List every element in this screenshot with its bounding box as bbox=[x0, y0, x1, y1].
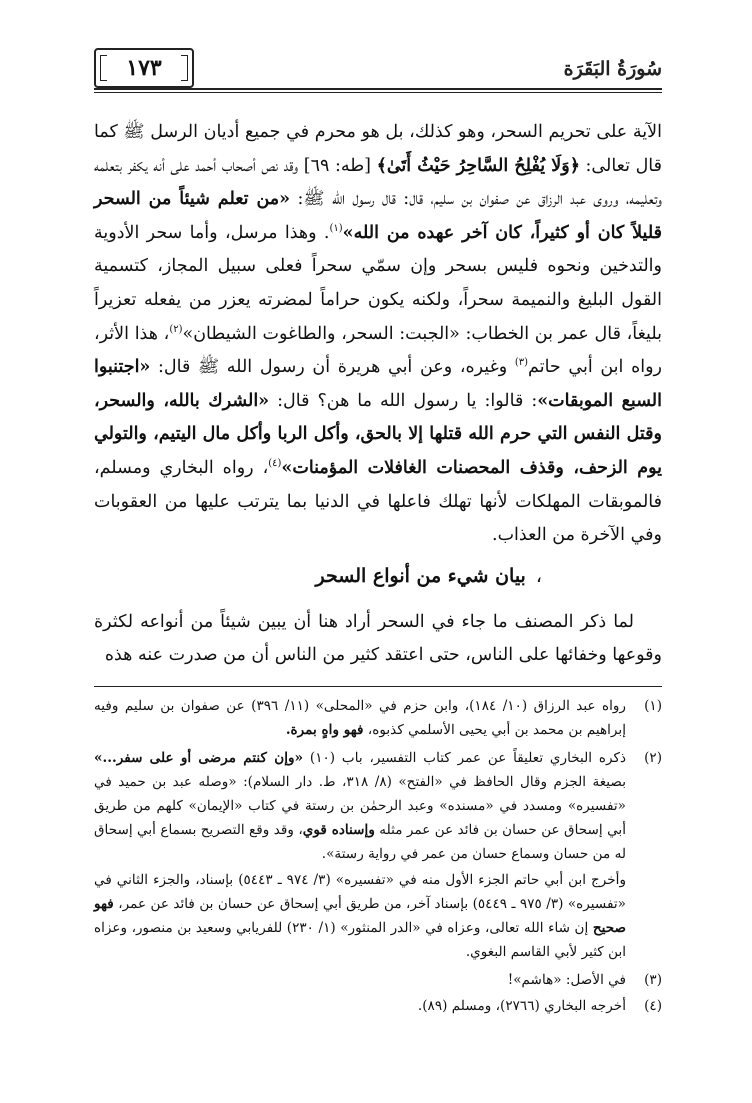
header-rule-thin bbox=[94, 92, 662, 93]
footnote-number: (٣) bbox=[644, 972, 662, 988]
section-heading bbox=[94, 565, 662, 587]
footnotes bbox=[94, 694, 662, 1018]
text-run-bold: وإسناده قوي bbox=[302, 822, 375, 838]
footnote-item bbox=[94, 968, 662, 992]
footnote-separator bbox=[94, 686, 662, 687]
footnote-ref: (١) bbox=[329, 222, 343, 234]
text-run: رواه عبد الرزاق (١٠/ ١٨٤)، وابن حزم في «المحلى» (١١/ ٣٩٦) عن صفوان بن سليم وفيه إبراهيم بن محمد بن أبي يحيى الأسلمي كذبوه، bbox=[94, 698, 626, 738]
text-run: إن شاء الله تعالى، وعزاه في «الدر المنثور» (١/ ٢٣٠) للفريابي وسعيد بن منصور، وعزاه ابن كثير لأبي القاسم البغوي. bbox=[94, 920, 626, 960]
main-text bbox=[94, 116, 662, 553]
hadith-text: «الشرك بالله، والسحر، وقتل النفس التي حرم الله قتلها إلا بالحق، وأكل الربا وأكل مال اليتيم، والتولي يوم الزحف، وقذف المحصنات الغافلات المؤمنات» bbox=[94, 390, 663, 478]
text-run: ، رواه البخاري ومسلم، فالموبقات المهلكات لأنها تهلك فاعلها في الدنيا بما يترتب عليها من العقوبات وفي الآخرة من العذاب. bbox=[94, 457, 662, 546]
surah-title: سُورَةُ البَقَرَة bbox=[563, 58, 662, 80]
footnote-number: (٢) bbox=[644, 750, 662, 766]
footnote-ref: (٤) bbox=[268, 458, 282, 470]
footnote-item bbox=[94, 746, 662, 866]
footnote-ref: (٣) bbox=[514, 357, 529, 369]
intro-text bbox=[94, 606, 662, 672]
header-rule bbox=[94, 88, 662, 90]
footnote-number: (١) bbox=[644, 698, 662, 714]
text-run: ذكره البخاري تعليقاً عن عمر كتاب التفسير، باب (١٠) bbox=[303, 750, 627, 766]
text-run: الآية على تحريم السحر، وهو كذلك، بل هو محرم في جميع أديان الرسل ﷺ كما قال تعالى: bbox=[94, 122, 662, 176]
text-run: وأخرج ابن أبي حاتم الجزء الأول منه في «تفسيره» (٣/ ٩٧٤ ـ ٥٤٤٣) بإسناد، والجزء الثاني في «تفسيره» (٣/ ٩٧٥ ـ ٥٤٤٩) بإسناد آخر، من طريق أبي إسحاق عن حسان بن فائد عن عمر، bbox=[94, 872, 627, 912]
footnote-text: أخرجه البخاري (٢٧٦٦)، ومسلم (٨٩). bbox=[417, 998, 626, 1014]
text-run: ، هذا الأثر، رواه ابن أبي حاتم bbox=[94, 323, 663, 378]
heading-text: بيان شيء من أنواع السحر bbox=[315, 565, 526, 587]
text-run: ، وقد وقع التصريح بسماع أبي إسحاق له من حسان وسماع حسان من عمر في رواية رستة». bbox=[94, 822, 626, 862]
text-run: [طه: ٦٩] وقد نص أصحاب أحمد على أنه يكفر بتعلمه وتعليمه، وروى عبد الرزاق عن صفوان بن سليم، قال: قال رسول الله ﷺ: bbox=[94, 155, 662, 210]
footnote-text bbox=[94, 746, 626, 866]
hadith-text: «من تعلم شيئاً من السحر قليلاً كان أو كثيراً، كان آخر عهده من الله» bbox=[94, 189, 662, 243]
body-paragraph bbox=[94, 116, 662, 553]
footnote-text bbox=[94, 694, 626, 742]
footnote-item bbox=[94, 994, 662, 1018]
text-run: . وهذا مرسل، وأما سحر الأدوية والتدخين ونحوه فليس بسحر وإن سمّي سحراً فعلى سبيل المجاز، كتسمية القول البليغ والنميمة سحراً، ولكنه يكون حراماً لمضرته يعزر من يفعله تعزيراً بليغاً، قال عمر بن الخطاب: «الجبت: السحر، والطاغوت الشيطان» bbox=[94, 222, 662, 344]
footnote-ref: (٢) bbox=[169, 323, 183, 335]
page-header bbox=[94, 48, 662, 92]
footnote-number: (٤) bbox=[644, 998, 662, 1014]
footnote-continuation bbox=[94, 868, 662, 964]
text-run: وغيره، وعن أبي هريرة أن رسول الله ﷺ قال: bbox=[150, 357, 515, 378]
footnote-item bbox=[94, 694, 662, 742]
text-run-bold: فهو واهٍ بمرة. bbox=[285, 722, 364, 738]
page-number: ١٧٣ bbox=[126, 55, 162, 81]
page-number-frame bbox=[94, 48, 194, 88]
text-run: بصيغة الجزم وقال الحافظ في «الفتح» (٨/ ٣١٨، ط. دار السلام): «وصله عبد بن حميد في «تفسيره» ومسدد في «مسنده» وعبد الرحمٰن بن رستة في كتاب «الإيمان» كلهم من طريق أبي إسحاق عن حسان بن فائد عن عمر مثله bbox=[94, 774, 626, 838]
heading-bullet: ، bbox=[535, 565, 542, 587]
text-run-bold: فهو صحيح bbox=[94, 896, 627, 936]
footnote-text: في الأصل: «هاشم»! bbox=[507, 972, 626, 988]
hadith-text: «اجتنبوا السبع الموبقات» bbox=[94, 357, 662, 411]
intro-paragraph: لما ذكر المصنف ما جاء في السحر أراد هنا أن يبين شيئاً من أنواعه لكثرة وقوعها وخفائها على الناس، حتى اعتقد كثير من الناس أن من صدرت عنه هذه bbox=[94, 612, 662, 665]
text-run-bold: «وإن كنتم مرضى أو على سفر...» bbox=[94, 750, 304, 766]
text-run: : قالوا: يا رسول الله ما هن؟ قال: bbox=[269, 390, 538, 411]
quran-verse: ﴿وَلَا يُفْلِحُ السَّاحِرُ حَيْثُ أَتَىٰ﴾ bbox=[376, 155, 580, 176]
